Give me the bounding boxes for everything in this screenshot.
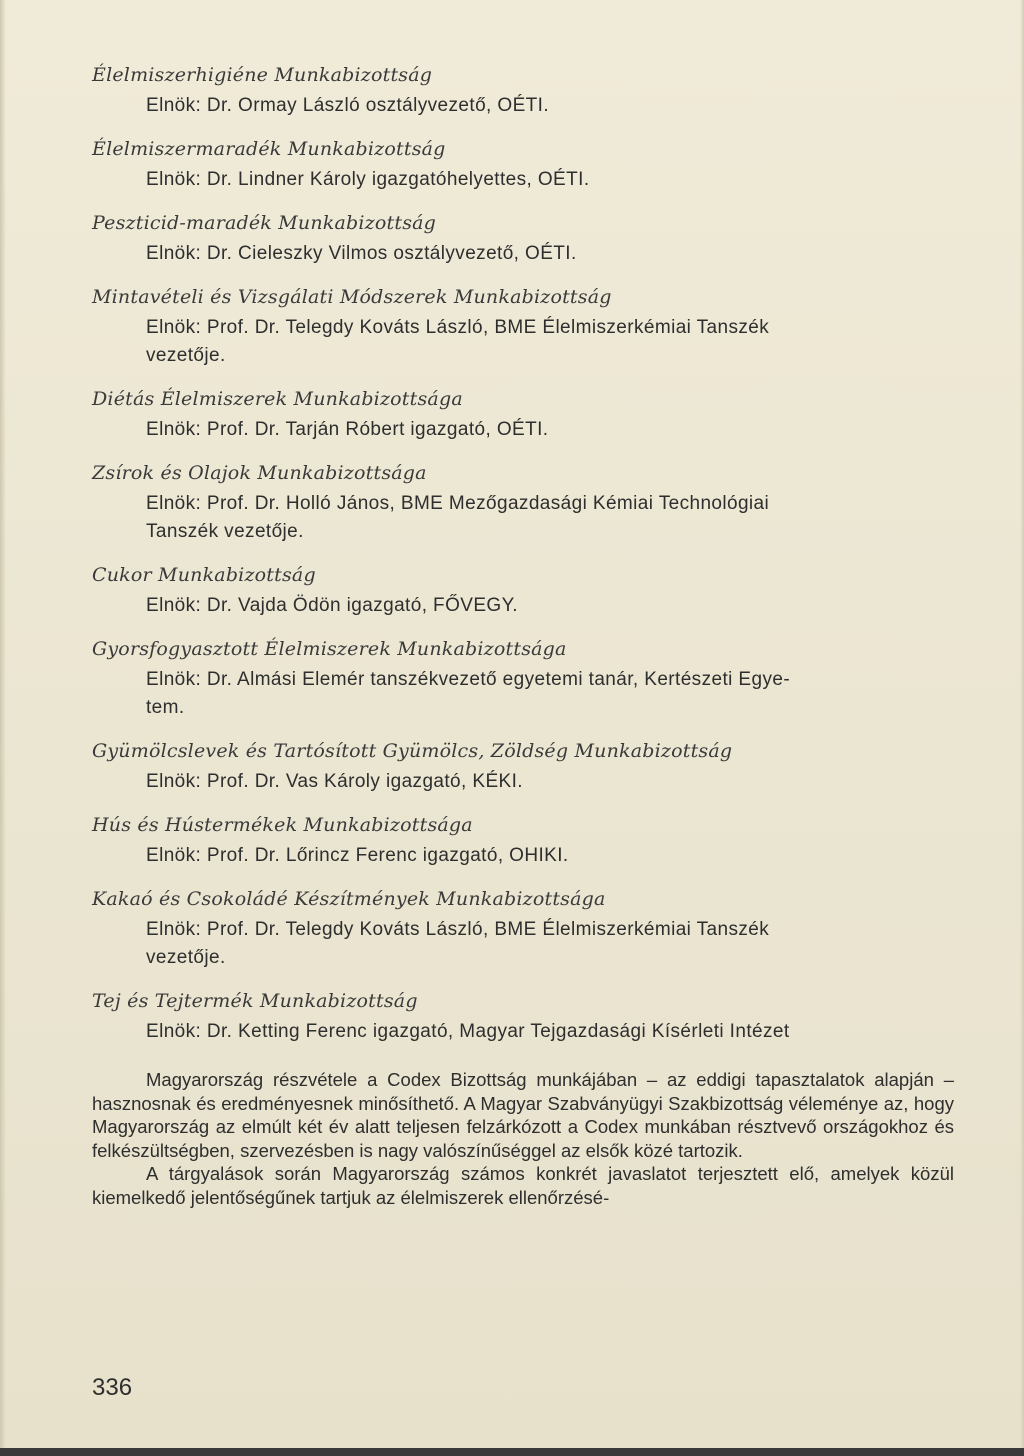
- committee-entry: [92, 734, 958, 808]
- committee-chair: [92, 240, 958, 280]
- committee-title: Cukor Munkabizottság: [92, 564, 316, 586]
- committee-title: Diétás Élelmiszerek Munkabizottsága: [92, 388, 463, 410]
- committee-entry: [92, 206, 958, 280]
- committee-chair: [92, 592, 958, 632]
- committee-chair: [92, 490, 958, 558]
- committee-title: Mintavételi és Vizsgálati Módszerek Munkabizottság: [92, 286, 612, 308]
- chair-line-continuation: vezetője.: [146, 345, 226, 366]
- committee-title: Zsírok és Olajok Munkabizottsága: [92, 462, 427, 484]
- chair-line: Elnök: Dr. Ormay László osztályvezető, OÉTI.: [146, 95, 550, 116]
- committee-entry: [92, 58, 958, 132]
- page-edge-left: [0, 0, 6, 1456]
- chair-line: Elnök: Prof. Dr. Telegdy Kováts László, BME Élelmiszerkémiai Tanszék: [146, 919, 770, 940]
- committee-entry: [92, 808, 958, 882]
- committee-chair: [92, 166, 958, 206]
- committee-title: Tej és Tejtermék Munkabizottság: [92, 990, 418, 1012]
- committee-entry: [92, 632, 958, 734]
- chair-line: Elnök: Dr. Cieleszky Vilmos osztályvezető, OÉTI.: [146, 243, 577, 264]
- chair-line: Elnök: Dr. Almási Elemér tanszékvezető egyetemi tanár, Kertészeti Egye-: [146, 669, 791, 690]
- committee-entry: [92, 882, 958, 984]
- committee-entry: [92, 132, 958, 206]
- chair-line: Elnök: Prof. Dr. Vas Károly igazgató, KÉKI.: [146, 771, 523, 792]
- body-text: [92, 1068, 954, 1209]
- chair-line: Elnök: Prof. Dr. Telegdy Kováts László, BME Élelmiszerkémiai Tanszék: [146, 317, 770, 338]
- committee-title: Élelmiszerhigiéne Munkabizottság: [92, 64, 433, 86]
- committee-chair: [92, 768, 958, 808]
- committee-entry: [92, 984, 958, 1058]
- paragraph: A tárgyalások során Magyarország számos konkrét javaslatot terjesztett elő, amelyek közül kiemelkedő jelentőségűnek tartjuk az élelmiszerek ellenőrzésé-: [92, 1163, 954, 1208]
- committee-title: Kakaó és Csokoládé Készítmények Munkabizottsága: [92, 888, 606, 910]
- chair-line: Elnök: Prof. Dr. Lőrincz Ferenc igazgató, OHIKI.: [146, 845, 569, 866]
- committee-title: Gyümölcslevek és Tartósított Gyümölcs, Zöldség Munkabizottság: [92, 740, 733, 762]
- chair-line: Elnök: Dr. Ketting Ferenc igazgató, Magyar Tejgazdasági Kísérleti Intézet: [146, 1021, 790, 1042]
- chair-line: Elnök: Dr. Lindner Károly igazgatóhelyettes, OÉTI.: [146, 169, 590, 190]
- page-edge-bottom: [0, 1448, 1024, 1456]
- chair-line: Elnök: Dr. Vajda Ödön igazgató, FŐVEGY.: [146, 595, 518, 616]
- chair-line-continuation: Tanszék vezetője.: [146, 521, 304, 542]
- committee-chair: [92, 842, 958, 882]
- committee-chair: [92, 92, 958, 132]
- committee-chair: [92, 1018, 958, 1058]
- page-number: 336: [92, 1374, 133, 1401]
- committee-entry: [92, 280, 958, 382]
- committee-entry: [92, 558, 958, 632]
- committee-title: Élelmiszermaradék Munkabizottság: [92, 138, 446, 160]
- paragraph: Magyarország részvétele a Codex Bizottság munkájában – az eddigi tapasztalatok alapján – hasznosnak és eredményesnek minősíthető. A Magyar Szabványügyi Szakbizottság véleménye az, hogy Magyarország az elmúlt két év alatt teljesen felzárkózott a Codex munkában résztvevő országokhoz és felkészültségben, szervezésben is nagy valószínűséggel az elsők közé tartozik.: [92, 1069, 954, 1161]
- chair-line: Elnök: Prof. Dr. Tarján Róbert igazgató, OÉTI.: [146, 419, 549, 440]
- chair-line-continuation: vezetője.: [146, 947, 226, 968]
- committee-chair: [92, 314, 958, 382]
- committee-title: Peszticid-maradék Munkabizottság: [92, 212, 437, 234]
- chair-line: Elnök: Prof. Dr. Holló János, BME Mezőgazdasági Kémiai Technológiai: [146, 493, 770, 514]
- committee-chair: [92, 416, 958, 456]
- committee-chair: [92, 916, 958, 984]
- chair-line-continuation: tem.: [146, 697, 185, 718]
- page-content: [92, 58, 958, 1209]
- committee-chair: [92, 666, 958, 734]
- committee-entry: [92, 382, 958, 456]
- committee-entry: [92, 456, 958, 558]
- page-edge-right: [1020, 0, 1024, 1456]
- committee-title: Gyorsfogyasztott Élelmiszerek Munkabizottsága: [92, 638, 567, 660]
- committee-title: Hús és Hústermékek Munkabizottsága: [92, 814, 473, 836]
